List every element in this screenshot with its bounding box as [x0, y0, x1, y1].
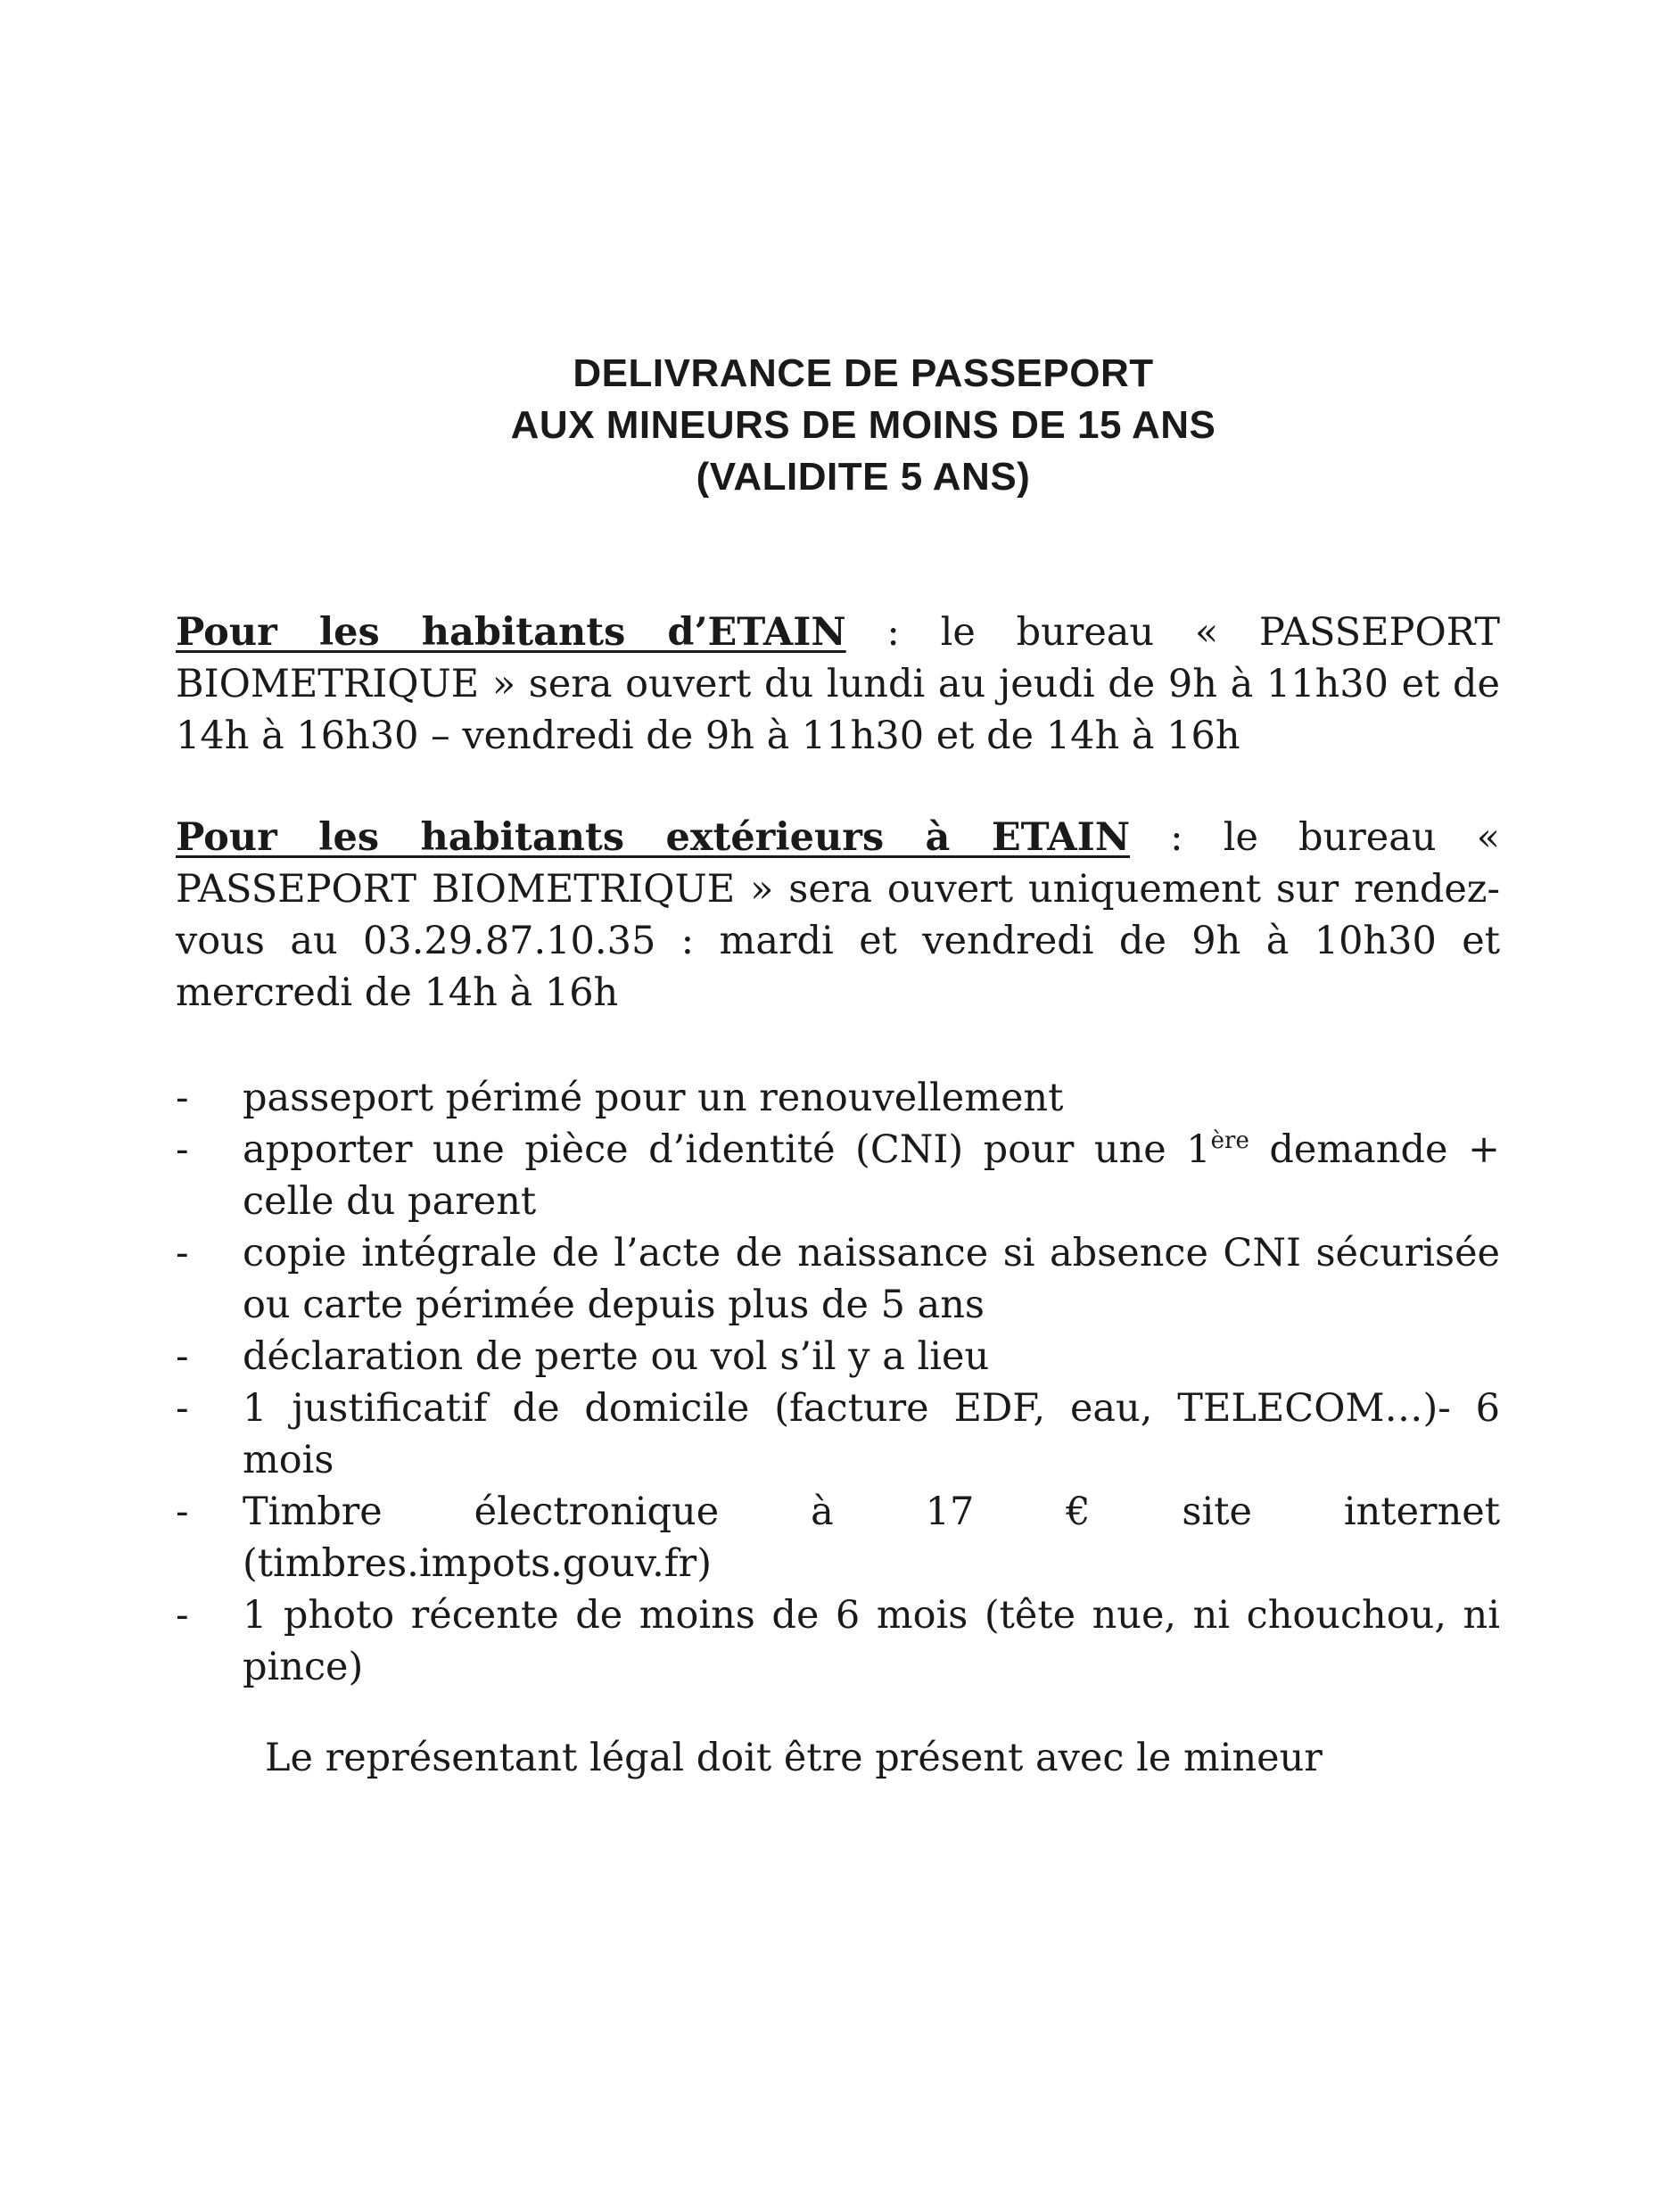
list-dash: - — [176, 1593, 189, 1638]
list-dash: - — [176, 1076, 189, 1120]
requirement-birth-certificate: copie intégrale de l’acte de naissance si absence CNI sécurisée ou carte périmée depuis plus de 5 ans — [243, 1231, 1500, 1327]
list-item — [176, 1227, 1500, 1331]
document-title — [0, 348, 1673, 503]
list-dash: - — [176, 1231, 189, 1275]
etain-residents-paragraph — [176, 607, 1500, 762]
title-line-3: (VALIDITE 5 ANS) — [696, 455, 1031, 499]
closing-note: Le représentant légal doit être présent avec le mineur — [265, 1736, 1323, 1780]
list-item — [176, 1382, 1500, 1486]
list-dash: - — [176, 1334, 189, 1379]
requirement-tax-stamp: Timbre électronique à 17 € site internet — [243, 1490, 1500, 1534]
requirement-photo: 1 photo récente de moins de 6 mois (tête nue, ni chouchou, ni pince) — [243, 1593, 1500, 1689]
requirement-identity-text: apporter une pièce d’identité (CNI) pour une 1 — [243, 1127, 1211, 1172]
requirement-tax-stamp-website: (timbres.impots.gouv.fr) — [243, 1541, 713, 1586]
list-dash: - — [176, 1386, 189, 1431]
ordinal-superscript: ère — [1210, 1127, 1249, 1154]
external-residents-heading: Pour les habitants extérieurs à ETAIN — [176, 815, 1131, 860]
list-item — [176, 1486, 1500, 1538]
title-line-1: DELIVRANCE DE PASSEPORT — [573, 351, 1154, 395]
list-item — [176, 1072, 1500, 1124]
list-item-continuation — [176, 1538, 1500, 1589]
document-body — [176, 607, 1500, 1822]
title-line-2: AUX MINEURS DE MOINS DE 15 ANS — [510, 403, 1216, 447]
list-item — [176, 1124, 1500, 1227]
requirement-proof-of-address: 1 justificatif de domicile (facture EDF, eau, TELECOM…)- 6 mois — [243, 1386, 1500, 1482]
requirement-identity-document — [243, 1127, 1500, 1224]
requirement-expired-passport: passeport périmé pour un renouvellement — [243, 1076, 1064, 1120]
list-item — [176, 1589, 1500, 1693]
external-residents-paragraph — [176, 812, 1500, 1019]
external-residents-text: : le bureau « PASSEPORT BIOMETRIQUE » sera ouvert uniquement sur rendez-vous au 03.29.87.10.35 : mardi et vendredi de 9h à 10h30 et mercredi de 14h à 16h — [176, 815, 1500, 1015]
list-item — [176, 1331, 1500, 1382]
etain-residents-text: : le bureau « PASSEPORT BIOMETRIQUE » sera ouvert du lundi au jeudi de 9h à 11h30 et de 14h à 16h30 – vendredi de 9h à 11h30 et de 14h à 16h — [176, 610, 1500, 758]
requirements-list — [176, 1072, 1500, 1693]
requirement-identity-text-end: demande + celle du parent — [243, 1127, 1500, 1224]
list-dash: - — [176, 1127, 189, 1172]
list-dash: - — [176, 1490, 189, 1534]
requirement-loss-declaration: déclaration de perte ou vol s’il y a lieu — [243, 1334, 990, 1379]
etain-residents-heading: Pour les habitants d’ETAIN — [176, 610, 846, 655]
